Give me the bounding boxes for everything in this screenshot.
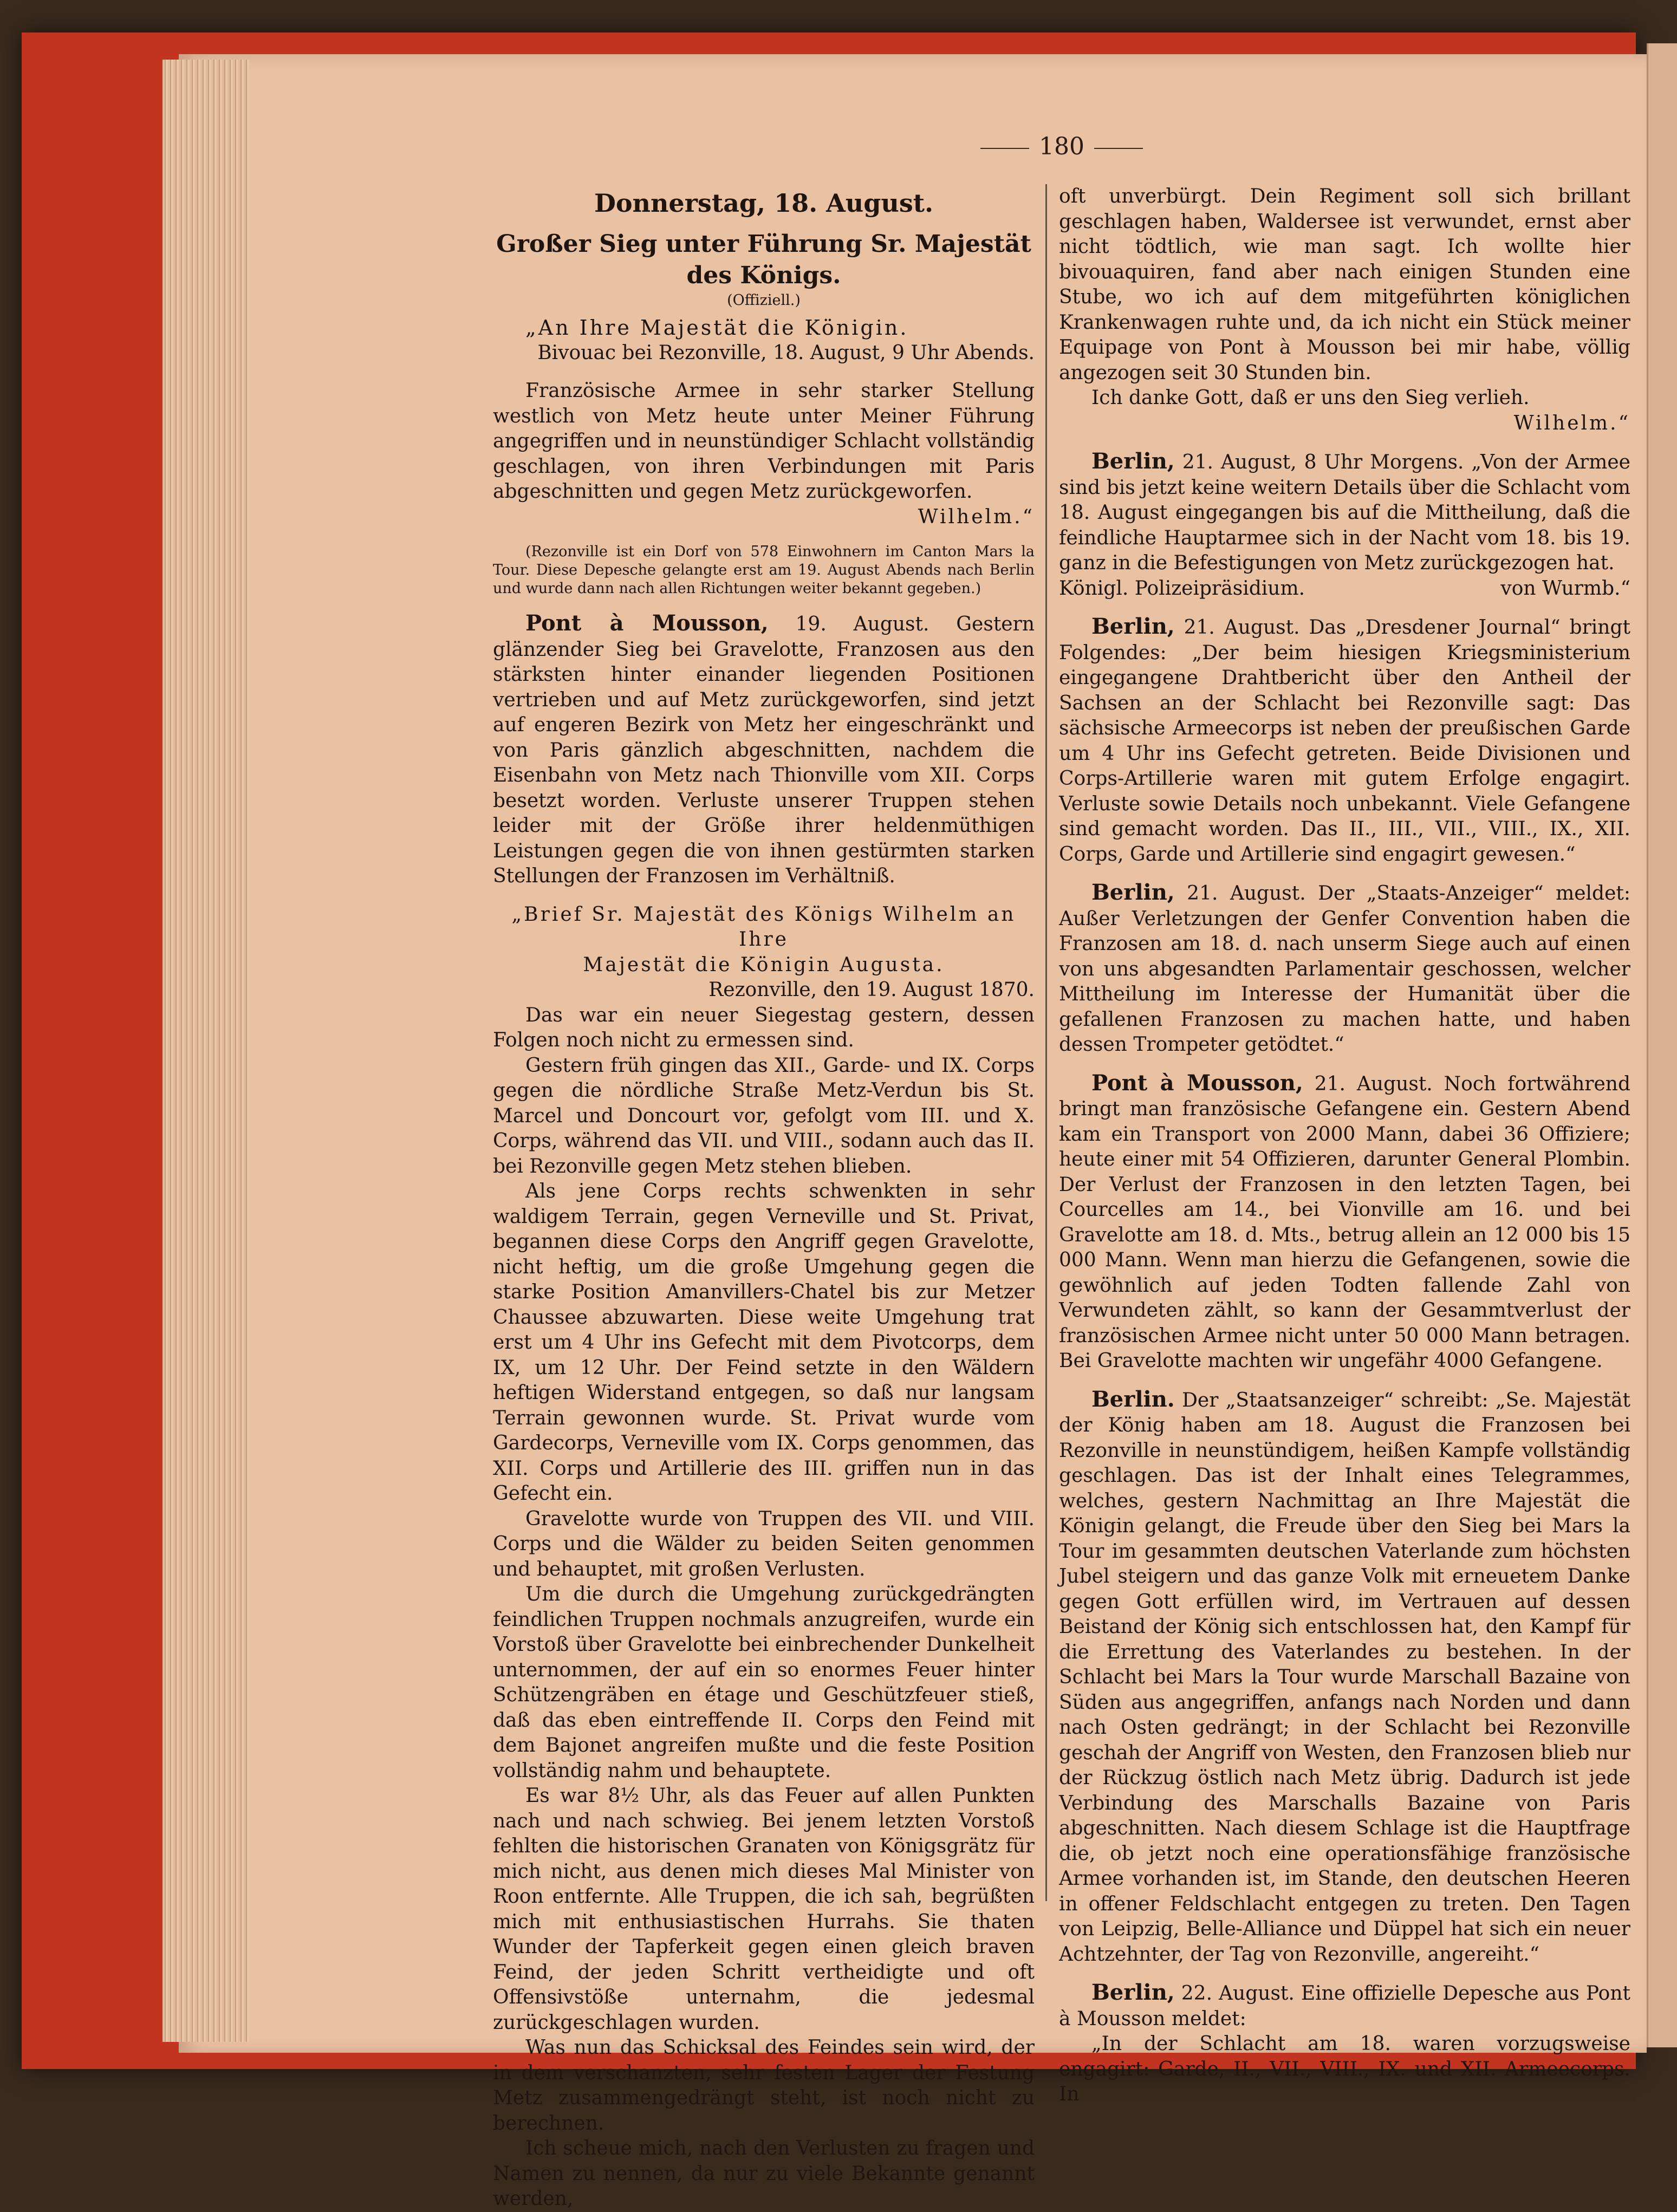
column-divider <box>1045 184 1047 1901</box>
letter-signature: Wilhelm.“ <box>1513 412 1630 434</box>
berlin-lead: Berlin, <box>1091 614 1175 639</box>
telegram-address: „An Ihre Majestät die Königin. <box>525 316 909 340</box>
berlin-22-quote: „In der Schlacht am 18. waren vorzugsweise engagirt: Garde, II., VII., VIII., IX. und XII. Armeecorps. In <box>1059 2033 1630 2105</box>
berlin-staatsanzeiger-article <box>1059 1387 1630 1968</box>
page-number-text: 180 <box>1039 133 1084 160</box>
letter-continuation: oft unverbürgt. Dein Regiment soll sich brillant geschlagen haben, Waldersee ist verwundet, ernst aber nicht tödtlich, wie man sagt. Ich wollte hier bivouaquiren, fand aber nach einigen Stunden eine Stube, wo ich auf dem mitgeführten königlichen Krankenwagen ruhte und, da ich nicht ein Stück meiner Equipage von Pont à Mousson bei mir habe, völlig angezogen seit 30 Stunden bin. <box>1059 185 1630 384</box>
letter-paragraph-7: Was nun das Schicksal des Feindes sein wird, der in dem verschanzten, sehr festen Lager der Festung Metz zusammengedrängt steht, ist noch nicht zu berechnen. <box>493 2037 1035 2135</box>
letter-paragraph-2: Gestern früh gingen das XII., Garde- und IX. Corps gegen die nördliche Straße Metz-Verdun bis St. Marcel und Doncourt vor, gefolgt vom III. und X. Corps, während das VII. und VIII., sodann auch das II. bei Rezonville gegen Metz stehen blieben. <box>493 1054 1035 1177</box>
berlin-lead: Berlin. <box>1091 1386 1175 1412</box>
official-note: (Offiziell.) <box>727 292 801 309</box>
headline-line-2: des Königs. <box>686 262 841 289</box>
page-edges <box>162 60 249 2042</box>
berlin-22-text: 22. August. Eine offizielle Depesche aus Pont à Mousson meldet: <box>1059 1982 1630 2030</box>
right-column <box>1059 184 1630 2107</box>
berlin-21-morning-text: 21. August, 8 Uhr Morgens. „Von der Armee sind bis jetzt keine weitern Details über die Schlacht vom 18. August eingegangen bis auf die Mittheilung, daß die feindliche Hauptarmee sich in der Nacht vom 18. bis 19. ganz in die Befestigungen von Metz zurückgezogen hat. <box>1059 451 1630 574</box>
letter-paragraph-4: Gravelotte wurde von Truppen des VII. und VIII. Corps und die Wälder zu beiden Seiten genommen und behauptet, mit großen Verlusten. <box>493 1507 1035 1580</box>
letter-title-1: „Brief Sr. Majestät des Königs Wilhelm an Ihre <box>511 903 1016 951</box>
letter-paragraph-3: Als jene Corps rechts schwenkten in sehr waldigem Terrain, gegen Verneville und St. Privat, begannen diese Corps den Angriff gegen Gravelotte, nicht heftig, um die große Umgehung gegen die starke Position Amanvillers-Chatel bis zur Metzer Chaussee abzuwarten. Diese weite Umgehung trat erst um 4 Uhr ins Gefecht mit dem Pivotcorps, dem IX, um 12 Uhr. Der Feind setzte in den Wäldern heftigen Widerstand entgegen, so daß nur langsam Terrain gewonnen wurde. St. Privat wurde vom Gardecorps, Verneville vom IX. Corps genommen, das XII. Corps und Artillerie des III. griffen nun in das Gefecht ein. <box>493 1180 1035 1505</box>
berlin-dresdener-text: 21. August. Das „Dresdener Journal“ bringt Folgendes: „Der beim hiesigen Kriegsministerium eingegangene Drahtbericht über den Antheil der Sachsen an der Schlacht bei Rezonville sagt: Das sächsische Armeecorps ist neben der preußischen Garde um 4 Uhr ins Gefecht getreten. Beide Divisionen und Corps-Artillerie waren mit gutem Erfolge engagirt. Verluste sowie Details noch unbekannt. Viele Gefangene sind gemacht worden. Das II., III., VII., VIII., IX., XII. Corps, Garde und Artillerie sind engagirt gewesen.“ <box>1059 616 1630 866</box>
pont-21-lead: Pont à Mousson, <box>1091 1070 1303 1096</box>
date-heading: Donnerstag, 18. August. <box>594 188 934 218</box>
pont-19-text: 19. August. Gestern glänzender Sieg bei Gravelotte, Franzosen aus den stärksten hinter einander liegenden Positionen vertrieben und auf Metz zurückgeworfen, sind jetzt auf engeren Bezirk von Metz her eingeschränkt und von Paris gänzlich abgeschnitten, nachdem die Eisenbahn von Metz nach Thionville vom XII. Corps besetzt worden. Verluste unserer Truppen stehen leider mit der Größe ihrer heldenmüthigen Leistungen gegen die von ihnen gestürmten starken Stellungen der Franzosen im Verhältniß. <box>493 613 1035 887</box>
telegram-signature: Wilhelm.“ <box>918 505 1035 528</box>
berlin-21-morning-article <box>1059 449 1630 576</box>
polizei-signature-right: von Wurmb.“ <box>1500 577 1630 600</box>
letter-paragraph-8: Ich scheue mich, nach den Verlusten zu fragen und Namen zu nennen, da nur zu viele Bekannte genannt werden, <box>493 2137 1035 2210</box>
letter-paragraph-6: Es war 8½ Uhr, als das Feuer auf allen Punkten nach und nach schwieg. Bei jenem letzten Vorstoß fehlten die historischen Granaten von Königsgrätz für mich nicht, aus denen mich dieses Mal Minister von Roon entfernte. Alle Truppen, die ich sah, begrüßten mich mit enthusiastischen Hurrahs. Sie thaten Wunder der Tapferkeit gegen einen gleich braven Feind, der jeden Schritt vertheidigte und oft Offensivstöße unternahm, die jedesmal zurückgeschlagen wurden. <box>493 1785 1035 2034</box>
telegram-text: Französische Armee in sehr starker Stellung westlich von Metz heute unter Meiner Führung angegriffen und in neunstündiger Schlacht vollständig geschlagen, von ihren Verbindungen mit Paris abgeschnitten und gegen Metz zurückgeworfen. <box>493 380 1035 503</box>
telegram-place-date: Bivouac bei Rezonville, 18. August, 9 Uhr Abends. <box>537 341 1035 364</box>
headline-line-1: Großer Sieg unter Führung Sr. Majestät <box>496 230 1031 258</box>
page-number <box>964 133 1159 160</box>
berlin-staatsanzeiger-21-text: 21. August. Der „Staats-Anzeiger“ meldet: Außer Verletzungen der Genfer Convention haben die Franzosen am 18. d. nach unserm Siege auch auf einen von uns abgesandten Parlamentair geschossen, welcher Mittheilung im Interesse der Humanität über die gefallenen Franzosen zu machen hatte, und haben dessen Trompeter getödtet.“ <box>1059 882 1630 1056</box>
page-number-rule-right <box>1094 148 1143 149</box>
letter-paragraph-5: Um die durch die Umgehung zurückgedrängten feindlichen Truppen nochmals anzugreifen, wurde ein Vorstoß über Gravelotte bei einbrechender Dunkelheit unternommen, der auf ein so enormes Feuer hinter Schützengräben en étage und Geschützfeuer stieß, daß das eben eintreffende II. Corps den Feind mit dem Bajonet angreifen mußte und die feste Position vollständig nahm und behauptete. <box>493 1583 1035 1782</box>
polizei-signature-line <box>1059 576 1630 602</box>
berlin-lead: Berlin, <box>1091 880 1175 905</box>
polizei-signature-left: Königl. Polizeipräsidium. <box>1059 577 1305 600</box>
letter-title-2: Majestät die Königin Augusta. <box>583 953 945 976</box>
pont-21-text: 21. August. Noch fortwährend bringt man französische Gefangene ein. Gestern Abend kam ein Transport von 2000 Mann, dabei 36 Offiziere; heute einer mit 54 Offizieren, darunter General Plombin. Der Verlust der Franzosen in den letzten Tagen, bei Courcelles am 14., bei Vionville am 16. und bei Gravelotte am 18. d. Mts., betrug allein an 12 000 bis 15 000 Mann. Wenn man hierzu die Gefangenen, sowie die gewöhnlich auf jeden Todten fallende Zahl von Verwundeten zählt, so kann der Gesammtverlust der französischen Armee nicht unter 50 000 Mann betragen. Bei Gravelotte machten wir ungefähr 4000 Gefangene. <box>1059 1072 1631 1372</box>
letter-paragraph-1: Das war ein neuer Siegestag gestern, dessen Folgen noch nicht zu ermessen sind. <box>493 1004 1035 1051</box>
letter-thanks: Ich danke Gott, daß er uns den Sieg verlieh. <box>1091 387 1530 409</box>
pont-19-lead: Pont à Mousson, <box>525 610 769 636</box>
letter-place: Rezonville, den 19. August 1870. <box>708 979 1035 1001</box>
berlin-lead: Berlin, <box>1091 448 1175 474</box>
pont-19-article <box>493 611 1035 889</box>
page-number-rule-left <box>980 148 1029 149</box>
berlin-dresdener-article <box>1059 614 1630 867</box>
berlin-22-article <box>1059 1980 1630 2032</box>
berlin-lead: Berlin, <box>1091 1980 1175 2005</box>
berlin-staatsanzeiger-text: Der „Staatsanzeiger“ schreibt: „Se. Majestät der König haben am 18. August die Franzosen bei Rezonville in neunstündigem, heißen Kampfe vollständig geschlagen. Das ist der Inhalt eines Telegrammes, welches, gestern Nachmittag an Ihre Majestät die Königin gelangt, die Freude über den Sieg bei Mars la Tour im gesammten deutschen Vaterlande zum höchsten Jubel steigern und das ganze Volk mit erneuetem Danke gegen Gott erfüllen wird, im Vertrauen auf dessen Beistand der König sich entschlossen hat, den Kampf für die Errettung des Vaterlandes zu bestehen. In der Schlacht bei Mars la Tour wurde Marschall Bazaine von Süden aus angegriffen, anfangs nach Norden und dann nach Osten gedrängt; in der Schlacht bei Rezonville geschah der Angriff von Westen, den Franzosen blieb nur der Rückzug östlich nach Metz übrig. Dadurch ist jede Verbindung des Marschalls Bazaine von Paris abgeschnitten. Nach diesem Schlage ist die Hauptfrage die, ob jetzt noch eine operationsfähige französische Armee vorhanden ist, im Stande, den deutschen Heeren in offener Feldschlacht entgegen zu treten. Den Tagen von Leipzig, Belle-Alliance und Düppel hat sich ein neuer Achtzehnter, der Tag von Rezonville, angereiht.“ <box>1059 1389 1630 1966</box>
berlin-staatsanzeiger-21-article <box>1059 880 1630 1058</box>
rezonville-note: (Rezonville ist ein Dorf von 578 Einwohnern im Canton Mars la Tour. Diese Depesche gelangte erst am 19. August Abends nach Berlin und wurde dann nach allen Richtungen weiter bekannt gegeben.) <box>493 543 1035 597</box>
pont-21-article <box>1059 1071 1630 1374</box>
left-column <box>493 184 1035 2212</box>
facing-page-edge <box>1647 43 1677 2047</box>
